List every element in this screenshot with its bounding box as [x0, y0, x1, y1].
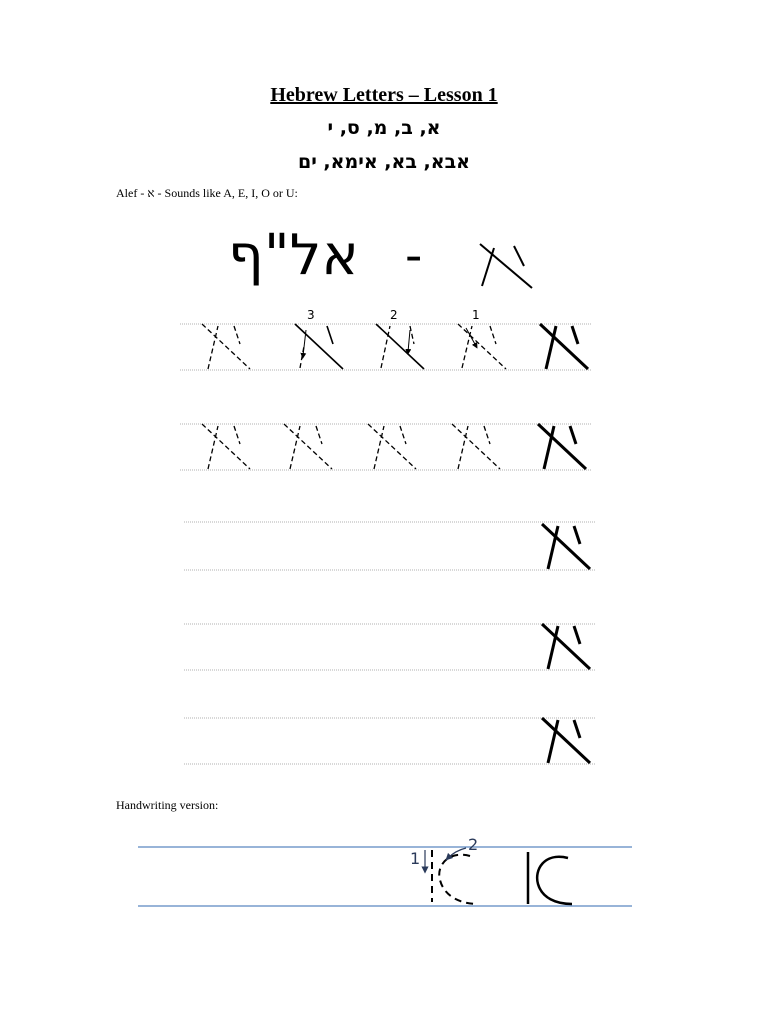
step-number-3: 3 — [307, 308, 315, 322]
model-alef — [540, 324, 588, 369]
practice-row-3 — [184, 522, 596, 570]
alef-caption: Alef - א - Sounds like A, E, I, O or U: — [116, 186, 298, 200]
handwriting-step-1: 1 — [410, 849, 421, 868]
practice-row-2 — [180, 424, 592, 470]
handwriting-step-2: 2 — [468, 835, 479, 854]
words-line: אבא, בא, אימא, ים — [297, 151, 470, 173]
dashed-alef — [202, 324, 250, 369]
big-alef — [480, 244, 532, 288]
handwriting-caption: Handwriting version: — [116, 798, 219, 812]
practice-row-1 — [180, 324, 592, 370]
practice-row-4 — [184, 624, 596, 670]
step-number-1: 1 — [472, 308, 480, 322]
page-title: Hebrew Letters – Lesson 1 — [270, 84, 498, 106]
alef-name: אל"ף — [228, 223, 359, 288]
step-number-2: 2 — [390, 308, 398, 322]
handwriting-row — [138, 835, 632, 906]
name-dash: - — [405, 228, 423, 284]
practice-row-5 — [184, 718, 596, 764]
letters-line: א, ב, מ, ס, י — [327, 117, 441, 139]
